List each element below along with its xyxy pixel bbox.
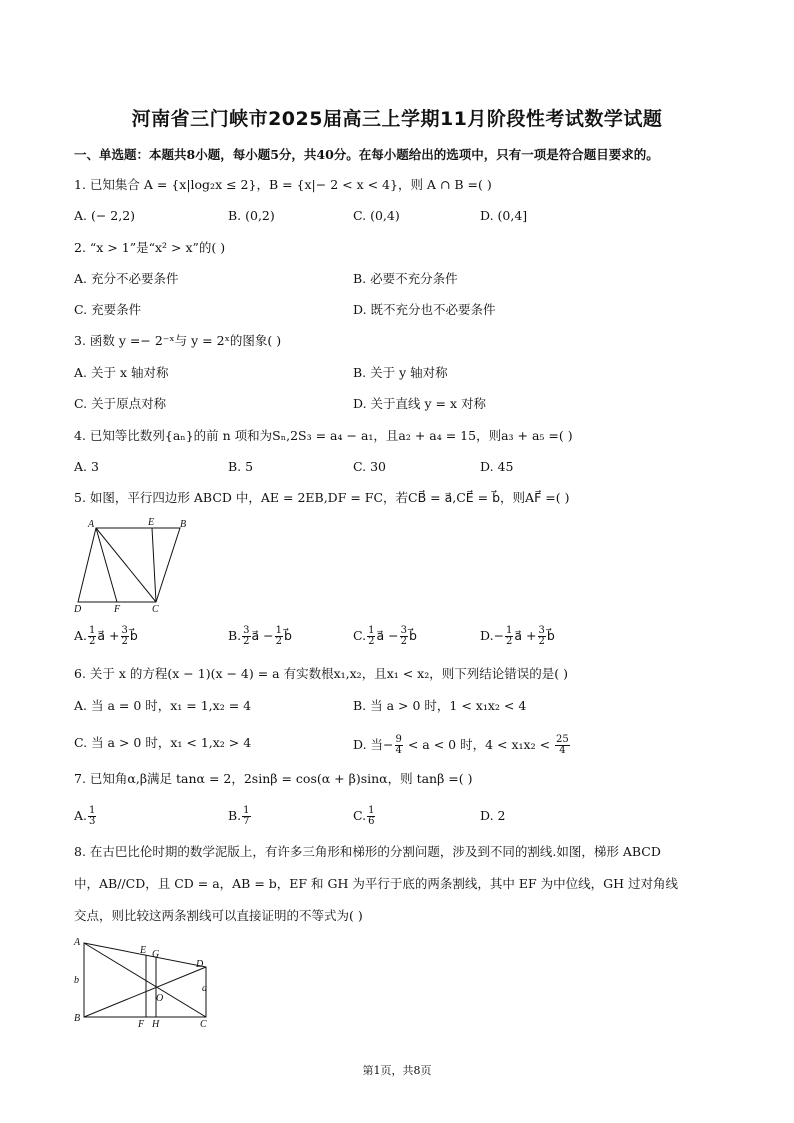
question-3-stem: 3. 函数 y =− 2⁻ˣ与 y = 2ˣ的图象( ): [74, 333, 282, 348]
q1-option-a: A. (− 2,2): [74, 208, 136, 223]
question-2-stem: 2. “x > 1”是“x² > x”的( ): [74, 240, 226, 255]
q4-option-b: B. 5: [228, 459, 254, 474]
question-7-stem: 7. 已知角α,β满足 tanα = 2，2sinβ = cos(α + β)sinα，则 tanβ =( ): [74, 771, 473, 786]
q7-option-a: A. $\frac{1}{3}$: [74, 805, 96, 827]
label-e: E: [148, 517, 155, 528]
q5-option-d: D.− $\frac{1}{2}$ a⃗ + $\frac{3}{2}$ b⃗: [480, 625, 555, 647]
q3-option-b: B. 关于 y 轴对称: [353, 365, 448, 380]
q6-option-d: D. 当− $\frac{9}{4}$ < a < 0 时，4 < x₁x₂ < $\frac{25}{4}$: [353, 734, 569, 756]
q2-option-a: A. 充分不必要条件: [74, 271, 179, 286]
page-footer: 第1页，共8页: [362, 1064, 432, 1077]
label-f: F: [138, 1019, 145, 1030]
q4-option-d: D. 45: [480, 459, 514, 474]
question-8-line-3: 交点，则比较这两条割线可以直接证明的不等式为( ): [74, 908, 363, 923]
q1-option-d: D. (0,4]: [480, 208, 528, 223]
q7-option-c: C. $\frac{1}{6}$: [353, 805, 375, 827]
question-1-stem: 1. 已知集合 A = {x|log₂x ≤ 2}，B = {x|− 2 < x < 4}，则 A ∩ B =( ): [74, 177, 492, 192]
label-a: A: [88, 519, 95, 530]
label-b: B: [180, 519, 187, 530]
q4-option-a: A. 3: [74, 459, 99, 474]
label-h: H: [152, 1019, 160, 1030]
label-a: A: [74, 937, 81, 948]
parallelogram-figure: [70, 514, 190, 614]
q7-option-b: B. $\frac{1}{7}$: [228, 805, 250, 827]
q7-option-d: D. 2: [480, 808, 506, 823]
q6-option-a: A. 当 a = 0 时，x₁ = 1,x₂ = 4: [74, 698, 252, 713]
label-a-side: a: [202, 983, 207, 994]
segment-af: [96, 528, 117, 602]
q1-option-c: C. (0,4): [353, 208, 400, 223]
q2-option-d: D. 既不充分也不必要条件: [353, 302, 496, 317]
question-4-stem: 4. 已知等比数列{aₙ}的前 n 项和为Sₙ,2S₃ = a₄ − a₁，且a₂ + a₄ = 15，则a₃ + a₅ =( ): [74, 428, 573, 443]
q4-option-c: C. 30: [353, 459, 386, 474]
label-e: E: [140, 945, 147, 956]
question-5-stem: 5. 如图，平行四边形 ABCD 中，AE = 2EB,DF = FC，若CB⃗ = a⃗,CE⃗ = b⃗，则AF⃗ =( ): [74, 490, 570, 505]
q3-option-d: D. 关于直线 y = x 对称: [353, 396, 487, 411]
question-6-stem: 6. 关于 x 的方程(x − 1)(x − 4) = a 有实数根x₁,x₂，且x₁ < x₂，则下列结论错误的是( ): [74, 666, 568, 681]
trapezoid-figure: [70, 933, 220, 1033]
q2-option-c: C. 充要条件: [74, 302, 142, 317]
q5-option-a: A. $\frac{1}{2}$ a⃗ + $\frac{3}{2}$ b⃗: [74, 625, 138, 647]
q3-option-c: C. 关于原点对称: [74, 396, 167, 411]
question-8-line-1: 8. 在古巴比伦时期的数学泥版上，有许多三角形和梯形的分割问题，涉及到不同的割线.如图，梯形 ABCD: [74, 844, 661, 859]
section-heading: 一、单选题：本题共8小题，每小题5分，共40分。在每小题给出的选项中，只有一项是符合题目要求的。: [74, 147, 659, 162]
label-g: G: [152, 949, 160, 960]
q1-option-b: B. (0,2): [228, 208, 275, 223]
q5-option-c: C. $\frac{1}{2}$ a⃗ − $\frac{3}{2}$ b⃗: [353, 625, 417, 647]
q6-option-b: B. 当 a > 0 时，1 < x₁x₂ < 4: [353, 698, 527, 713]
label-b: B: [74, 1013, 81, 1024]
page-title: 河南省三门峡市2025届高三上学期11月阶段性考试数学试题: [131, 108, 663, 130]
question-8-line-2: 中，AB//CD，且 CD = a，AB = b，EF 和 GH 为平行于底的两条割线，其中 EF 为中位线，GH 过对角线: [74, 876, 678, 891]
label-d: D: [74, 604, 82, 614]
parallelogram-outline: [78, 528, 180, 602]
q6-option-c: C. 当 a > 0 时，x₁ < 1,x₂ > 4: [74, 735, 252, 750]
q5-option-b: B. $\frac{3}{2}$ a⃗ − $\frac{1}{2}$ b⃗: [228, 625, 292, 647]
segment-ae: [96, 528, 156, 602]
diagonal-bd: [84, 967, 206, 1017]
q2-option-b: B. 必要不充分条件: [353, 271, 458, 286]
label-c: C: [200, 1019, 207, 1030]
label-f: F: [114, 604, 121, 614]
q3-option-a: A. 关于 x 轴对称: [74, 365, 169, 380]
label-b-side: b: [74, 975, 79, 986]
label-c: C: [152, 604, 159, 614]
segment-ec: [152, 528, 156, 602]
label-o: O: [156, 993, 164, 1004]
label-d: D: [196, 959, 204, 970]
